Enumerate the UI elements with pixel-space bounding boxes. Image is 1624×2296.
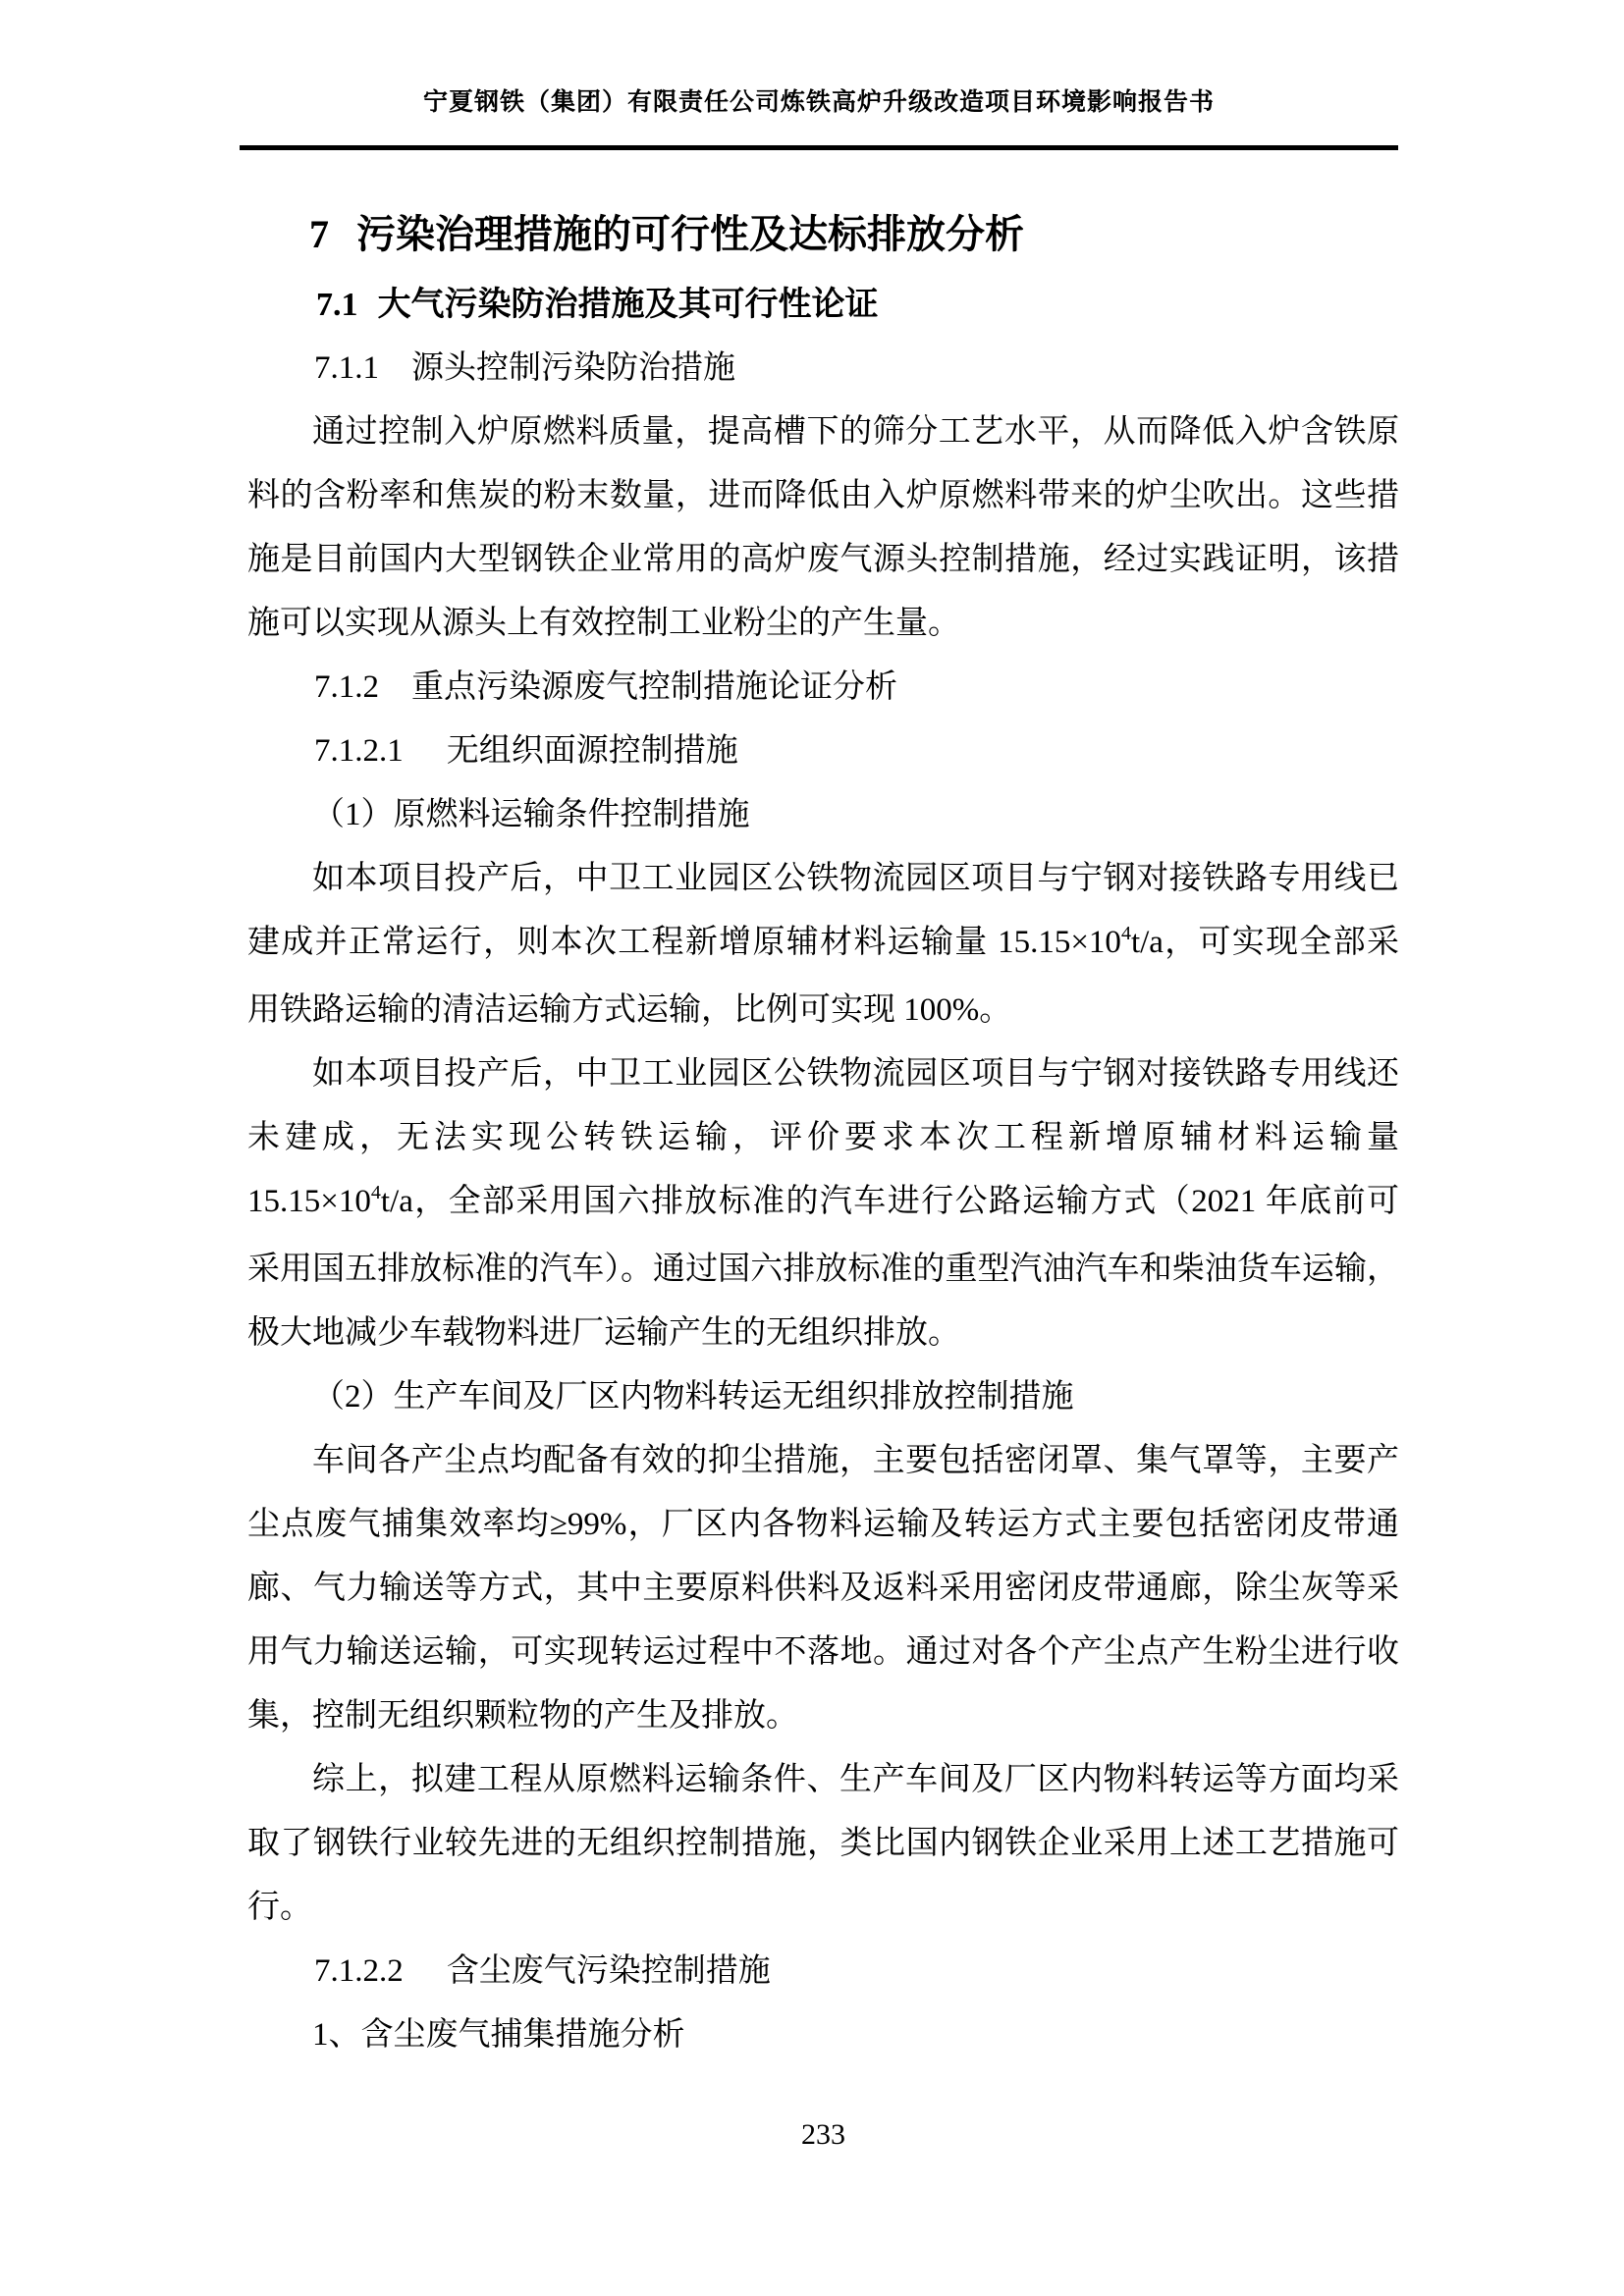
text-line (247, 528, 1399, 592)
text-run: 取了钢铁行业较先进的无组织控制措施，类比国内钢铁企业采用上述工艺措施可 (247, 1826, 1399, 1861)
header-title: 宁夏钢铁（集团）有限责任公司炼铁高炉升级改造项目环境影响报告书 (422, 89, 1215, 116)
text-run: t/a，全部采用国六排放标准的汽车进行公路运输方式（2021 年底前可 (380, 1184, 1399, 1219)
text-run: 通过控制入炉原燃料质量，提高槽下的筛分工艺水平，从而降低入炉含铁原 (312, 414, 1399, 450)
superscript: 4 (1120, 923, 1131, 944)
text-run: 如本项目投产后，中卫工业园区公铁物流园区项目与宁钢对接铁路专用线还 (312, 1056, 1399, 1092)
text-run: 1、含尘废气捕集措施分析 (312, 2017, 685, 2053)
subsection-heading (247, 337, 1399, 400)
text-run: 行。 (247, 1890, 312, 1925)
document-content (247, 187, 1399, 2067)
text-line (247, 592, 1399, 656)
superscript: 4 (370, 1182, 381, 1203)
text-line (247, 1365, 1399, 1429)
text-run: 施可以实现从源头上有效控制工业粉尘的产生量。 (247, 606, 960, 641)
text-run: 用气力输送运输，可实现转运过程中不落地。通过对各个产尘点产生粉尘进行收 (247, 1634, 1399, 1670)
subsubsection-heading (247, 1940, 1399, 2003)
heading-number: 7 (309, 212, 329, 256)
text-line (247, 1684, 1399, 1748)
text-line (247, 1238, 1399, 1302)
text-run: 如本项目投产后，中卫工业园区公铁物流园区项目与宁钢对接铁路专用线已 (312, 861, 1399, 896)
heading-title: 污染治理措施的可行性及达标排放分析 (356, 212, 1024, 256)
heading-title: 重点污染源废气控制措施论证分析 (411, 669, 897, 705)
text-run: 集，控制无组织颗粒物的产生及排放。 (247, 1698, 798, 1734)
text-line (247, 400, 1399, 464)
text-line (247, 1170, 1399, 1238)
text-line (247, 1557, 1399, 1621)
text-run: 建成并正常运行，则本次工程新增原辅材料运输量 15.15×10 (247, 925, 1121, 960)
text-run: 料的含粉率和焦炭的粉末数量，进而降低由入炉原燃料带来的炉尘吹出。这些措 (247, 478, 1399, 513)
heading-number: 7.1.2.1 (314, 733, 404, 769)
text-line (247, 783, 1399, 847)
text-line (247, 464, 1399, 528)
heading-number: 7.1.2.2 (314, 1953, 404, 1989)
text-line (247, 847, 1399, 911)
heading-number: 7.1 (316, 287, 358, 323)
text-line (247, 2003, 1399, 2067)
text-run: 未建成，无法实现公转铁运输，评价要求本次工程新增原辅材料运输量 (247, 1120, 1399, 1155)
text-line (247, 1042, 1399, 1106)
text-run: 15.15×10 (247, 1184, 371, 1219)
text-run: 用铁路运输的清洁运输方式运输，比例可实现 100%。 (247, 992, 1012, 1028)
header-rule (240, 145, 1398, 150)
heading-title: 源头控制污染防治措施 (411, 350, 735, 386)
heading-title: 无组织面源控制措施 (446, 733, 738, 769)
text-run: t/a，可实现全部采 (1130, 925, 1399, 960)
text-line (247, 1493, 1399, 1557)
text-line (247, 1748, 1399, 1812)
text-line (247, 1429, 1399, 1493)
text-line (247, 1106, 1399, 1170)
text-run: 极大地减少车载物料进厂运输产生的无组织排放。 (247, 1315, 960, 1351)
text-line (247, 1621, 1399, 1684)
text-line (247, 1812, 1399, 1876)
heading-number: 7.1.2 (314, 669, 379, 705)
page-number: 233 (801, 2118, 845, 2151)
subsubsection-heading (247, 720, 1399, 783)
page-footer (247, 2118, 1399, 2152)
text-run: 采用国五排放标准的汽车）。通过国六排放标准的重型汽油汽车和柴油货车运输， (247, 1252, 1399, 1287)
text-run: 尘点废气捕集效率均≥99%，厂区内各物料运输及转运方式主要包括密闭皮带通 (247, 1507, 1399, 1542)
text-run: （2）生产车间及厂区内物料转运无组织排放控制措施 (312, 1379, 1074, 1415)
heading-title: 大气污染防治措施及其可行性论证 (377, 287, 879, 323)
heading-title: 含尘废气污染控制措施 (446, 1953, 771, 1989)
text-line (247, 979, 1399, 1042)
text-line (247, 911, 1399, 979)
subsection-heading (247, 656, 1399, 720)
heading-number: 7.1.1 (314, 350, 379, 386)
text-run: （1）原燃料运输条件控制措施 (312, 797, 750, 832)
text-run: 施是目前国内大型钢铁企业常用的高炉废气源头控制措施，经过实践证明，该措 (247, 542, 1399, 577)
section-heading (247, 273, 1399, 337)
text-line (247, 1876, 1399, 1940)
text-run: 综上，拟建工程从原燃料运输条件、生产车间及厂区内物料转运等方面均采 (312, 1762, 1399, 1797)
chapter-heading (247, 196, 1399, 273)
text-run: 车间各产尘点均配备有效的抑尘措施，主要包括密闭罩、集气罩等，主要产 (312, 1443, 1399, 1478)
text-run: 廊、气力输送等方式，其中主要原料供料及返料采用密闭皮带通廊，除尘灰等采 (247, 1571, 1399, 1606)
text-line (247, 1302, 1399, 1365)
